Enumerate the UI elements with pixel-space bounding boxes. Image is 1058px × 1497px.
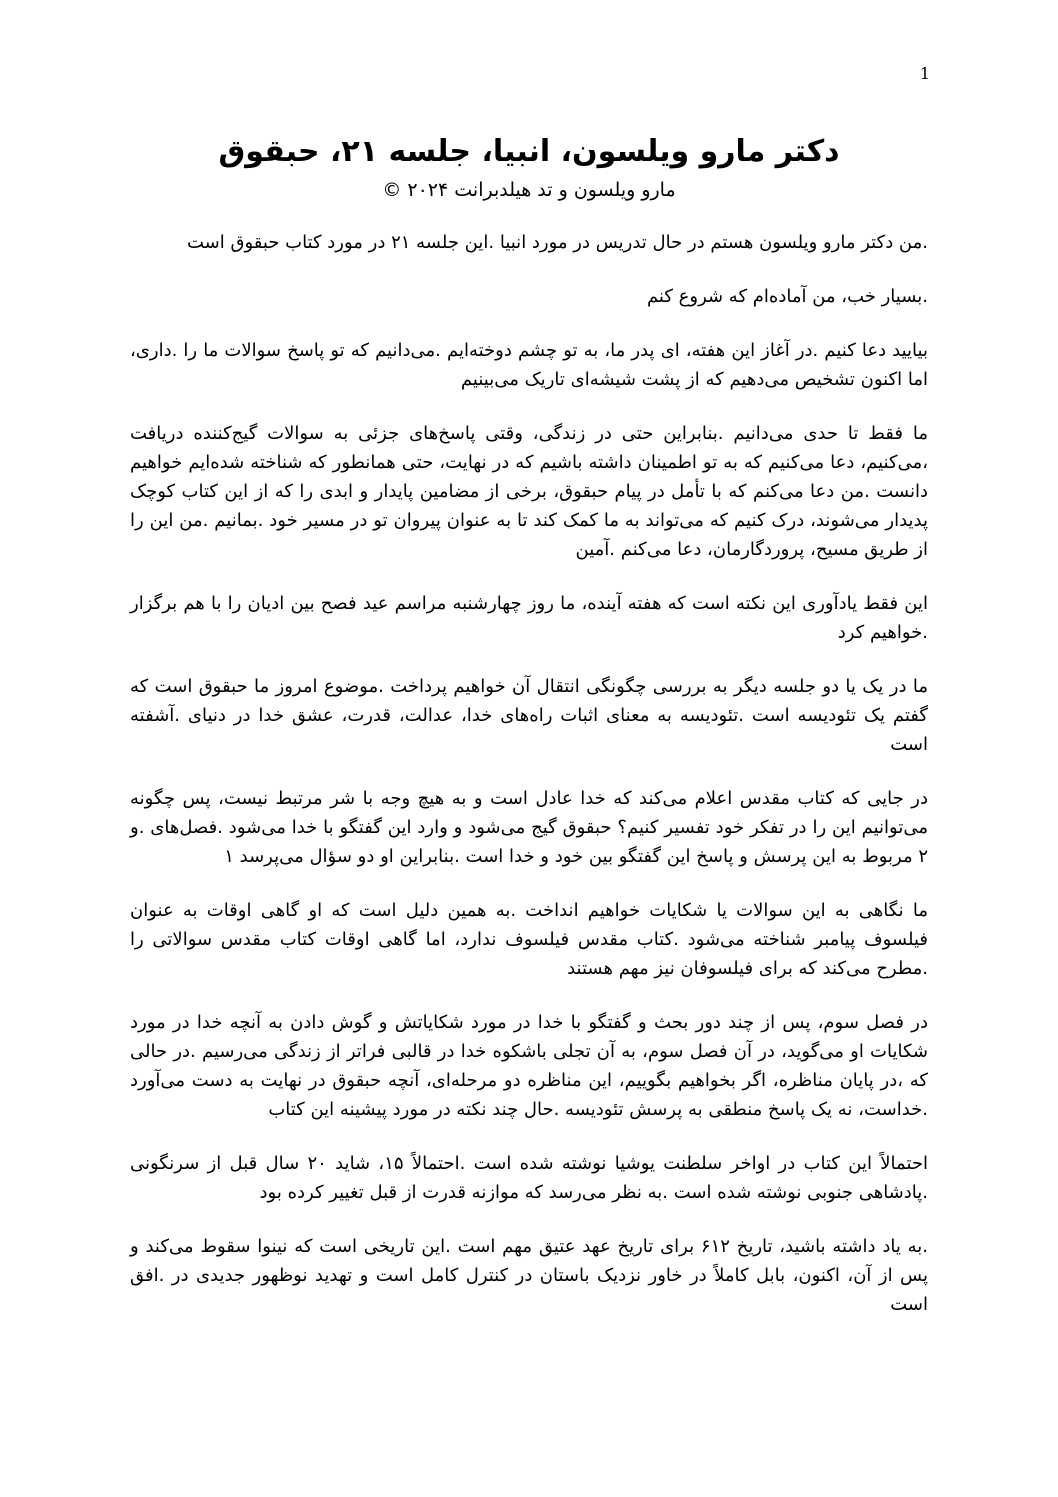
paragraph: .من دکتر مارو ویلسون هستم در حال تدریس در مورد انبیا .این جلسه ۲۱ در مورد کتاب حبقوق است [187, 232, 928, 253]
paragraph: احتمالاً این کتاب در اواخر سلطنت یوشیا نوشته شده است .احتمالاً ۱۵، شاید ۲۰ سال قبل از سرنگونی .پادشاهی جنوبی نوشته شده است .به نظر می‌رسد که موازنه قدرت از قبل تغییر کرده بود [130, 1153, 929, 1203]
paragraph: در فصل سوم، پس از چند دور بحث و گفتگو با خدا در مورد شکایاتش و گوش دادن به آنچه خدا در مورد شکایات او می‌گوید، در آن فصل سوم، به آن تجلی باشکوه خدا در قالبی فراتر از زندگی می‌رسیم .در حالی که ،در پایان مناظره، اگر بخواهیم بگوییم، این مناظره دو مرحله‌ای، آنچه حبقوق در نهایت به دست می‌آورد .خداست، نه یک پاسخ منطقی به پرسش تئودیسه .حال چند نکته در مورد پیشینه این کتاب [130, 1012, 928, 1120]
paragraph: ما فقط تا حدی می‌دانیم .بنابراین حتی در زندگی، وقتی پاسخ‌های جزئی به سوالات گیج‌کننده دریافت ،می‌کنیم، دعا می‌کنیم که به تو اطمینان داشته باشیم که در نهایت، حتی همانطور که شناخته شده‌ایم خواهیم دانست .من دعا می‌کنم که با تأمل در پیام حبقوق، برخی از مضامین پایدار و ابدی را که از این کتاب کوچک پدیدار می‌شوند، درک کنیم که می‌تواند به ما کمک کند تا به عنوان پیروان تو در مسیر خود .بمانیم .من این را از طریق مسیح، پروردگارمان، دعا می‌کنم .آمین [130, 423, 928, 560]
paragraph: ما نگاهی به این سوالات یا شکایات خواهیم انداخت .به همین دلیل است که او گاهی اوقات به عنوان فیلسوف پیامبر شناخته می‌شود .کتاب مقدس فیلسوف ندارد، اما گاهی اوقات کتاب مقدس سوالاتی را .مطرح می‌کند که برای فیلسوفان نیز مهم هستند [130, 900, 928, 979]
document-subtitle: مارو ویلسون و تد هیلدبرانت ۲۰۲۴ © [382, 179, 676, 201]
paragraph: این فقط یادآوری این نکته است که هفته آینده، ما روز چهارشنبه مراسم عید فصح بین ادیان را با هم برگزار .خواهیم کرد [130, 593, 928, 643]
page-number: 1 [919, 64, 930, 83]
paragraph: ما در یک یا دو جلسه دیگر به بررسی چگونگی انتقال آن خواهیم پرداخت .موضوع امروز ما حبقوق است که گفتم یک تئودیسه است .تئودیسه به معنای اثبات راه‌های خدا، عدالت، قدرت، عشق خدا در دنیای .آشفته است [130, 676, 928, 755]
paragraph: .به یاد داشته باشید، تاریخ ۶۱۲ برای تاریخ عهد عتیق مهم است .این تاریخی است که نینوا سقوط می‌کند و پس از آن، اکنون، بابل کاملاً در خاور نزدیک باستان در کنترل کامل است و تهدید نوظهور جدیدی در .افق است [130, 1236, 928, 1315]
document-body [130, 228, 928, 1344]
paragraph: .بسیار خب، من آماده‌ام که شروع کنم [646, 286, 928, 307]
document-title: دکتر مارو ویلسون، انبیا، جلسه ۲۱، حبقوق [218, 134, 840, 169]
paragraph: در جایی که کتاب مقدس اعلام می‌کند که خدا عادل است و به هیچ وجه با شر مرتبط نیست، پس چگونه می‌توانیم این را در تفکر خود تفسیر کنیم؟ حبقوق گیج می‌شود و وارد این گفتگو با خدا می‌شود .فصل‌های .و ۲ مربوط به این پرسش و پاسخ این گفتگو بین خود و خدا است .بنابراین او دو سؤال می‌پرسد ۱ [130, 788, 928, 867]
paragraph: بیایید دعا کنیم .در آغاز این هفته، ای پدر ما، به تو چشم دوخته‌ایم .می‌دانیم که تو پاسخ سوالات ما را .داری، اما اکنون تشخیص می‌دهیم که از پشت شیشه‌ای تاریک می‌بینیم [130, 340, 928, 390]
